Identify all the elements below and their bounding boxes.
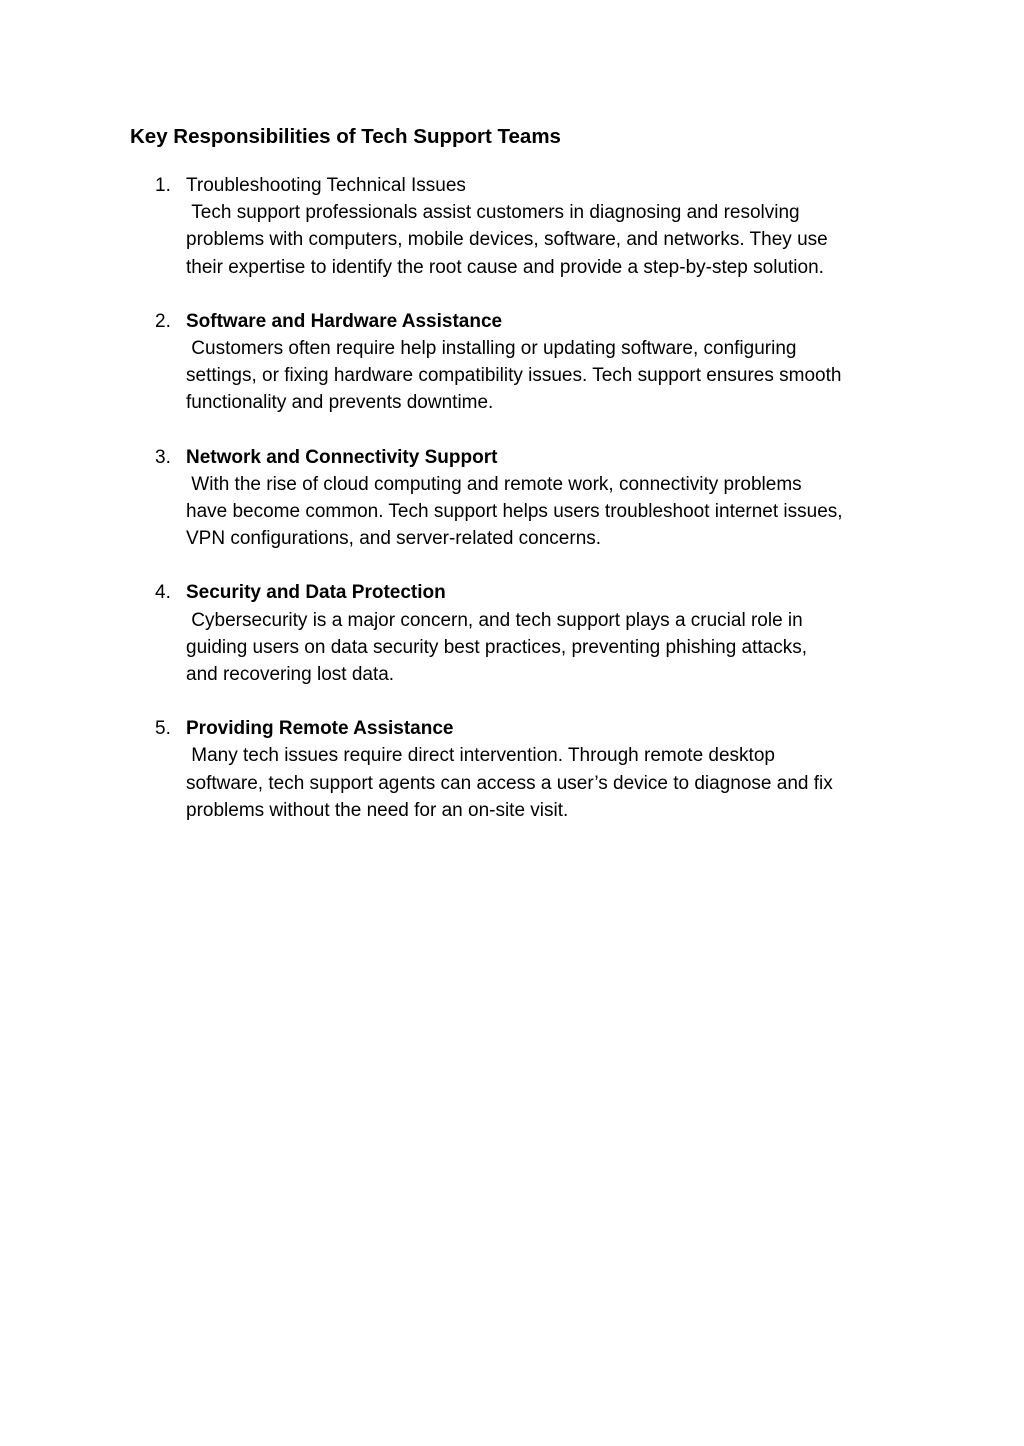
list-item-content (186, 444, 906, 553)
list-item (0, 579, 1024, 688)
list-item-number: 4. (155, 582, 171, 604)
list-item-line: and recovering lost data. (186, 664, 395, 686)
list-item-number: 5. (155, 718, 171, 740)
list-item-title: Troubleshooting Technical Issues (186, 175, 466, 196)
list-item-line: have become common. Tech support helps users troubleshoot internet issues, (186, 501, 843, 523)
list-item (0, 444, 1024, 553)
list-item-line: With the rise of cloud computing and remote work, connectivity problems (186, 473, 802, 495)
list-item-content (186, 172, 906, 281)
list-item-line: Many tech issues require direct intervention. Through remote desktop (186, 745, 775, 767)
list-item-line: settings, or fixing hardware compatibility issues. Tech support ensures smooth (186, 365, 842, 387)
list-item-title: Providing Remote Assistance (186, 718, 454, 740)
list-item-content (186, 308, 906, 417)
list-item-line: VPN configurations, and server-related concerns. (186, 528, 602, 550)
responsibilities-list (0, 172, 1024, 851)
list-item-line: Customers often require help installing or updating software, configuring (186, 338, 797, 360)
list-item (0, 172, 1024, 281)
list-item (0, 715, 1024, 824)
list-item-line: software, tech support agents can access a user’s device to diagnose and fix (186, 772, 833, 794)
document-heading: Key Responsibilities of Tech Support Teams (130, 125, 561, 148)
list-item-number: 3. (155, 446, 171, 468)
list-item-line: guiding users on data security best practices, preventing phishing attacks, (186, 636, 808, 658)
list-item-number: 1. (155, 175, 171, 196)
list-item-line: problems without the need for an on-site visit. (186, 799, 569, 821)
list-item-line: their expertise to identify the root cause and provide a step-by-step solution. (186, 256, 824, 278)
list-item-title: Software and Hardware Assistance (186, 310, 503, 332)
list-item-content (186, 715, 906, 824)
list-item-title: Network and Connectivity Support (186, 446, 498, 468)
list-item-content (186, 579, 906, 688)
list-item-number: 2. (155, 310, 171, 332)
list-item-line: Cybersecurity is a major concern, and tech support plays a crucial role in (186, 609, 803, 631)
list-item-line: Tech support professionals assist customers in diagnosing and resolving (186, 202, 800, 224)
list-item-line: functionality and prevents downtime. (186, 392, 494, 414)
list-item (0, 308, 1024, 417)
list-item-line: problems with computers, mobile devices, software, and networks. They use (186, 229, 828, 251)
list-item-title: Security and Data Protection (186, 582, 446, 604)
